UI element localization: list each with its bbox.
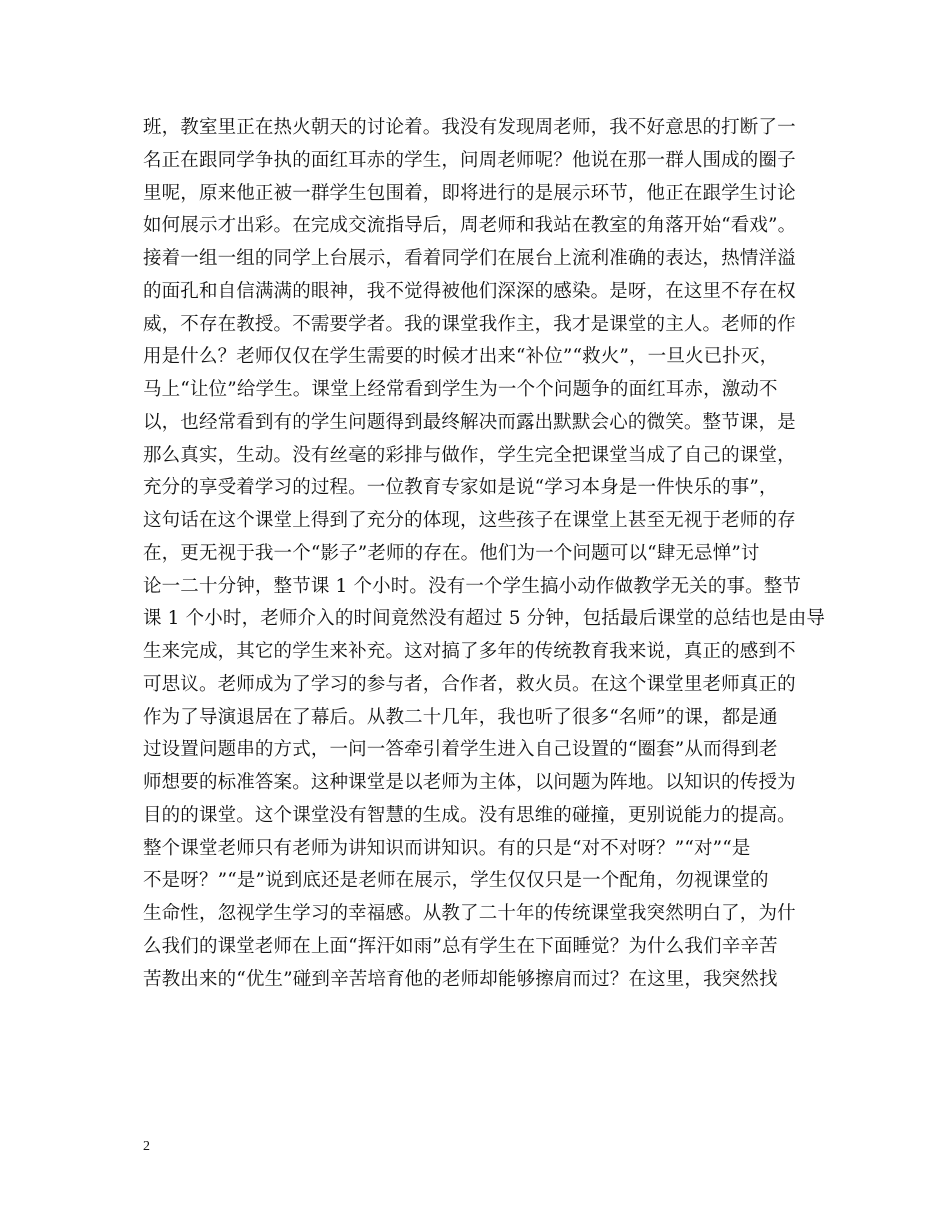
text-line: 不是呀？”“是”说到底还是老师在展示，学生仅仅只是一个配角，勿视课堂的 [143, 870, 769, 892]
text-line: 么我们的课堂老师在上面“挥汗如雨”总有学生在下面睡觉？为什么我们辛辛苦 [143, 935, 778, 957]
text-line: 过设置问题串的方式，一问一答牵引着学生进入自己设置的“圈套”从而得到老 [143, 739, 778, 761]
text-line: 课 1 个小时，老师介入的时间竟然没有超过 5 分钟，包括最后课堂的总结也是由导 [143, 608, 826, 630]
text-line: 目的的课堂。这个课堂没有智慧的生成。没有思维的碰撞，更别说能力的提高。 [143, 804, 796, 826]
body-text [143, 112, 833, 996]
text-line: 苦教出来的“优生”碰到辛苦培育他的老师却能够擦肩而过？在这里，我突然找 [143, 968, 778, 990]
text-line: 以，也经常看到有的学生问题得到最终解决而露出默默会心的微笑。整节课，是 [143, 411, 796, 433]
text-line: 里呢，原来他正被一群学生包围着，即将进行的是展示环节，他正在跟学生讨论 [143, 182, 796, 204]
text-line: 生来完成，其它的学生来补充。这对搞了多年的传统教育我来说，真正的感到不 [143, 641, 796, 662]
text-line: 可思议。老师成为了学习的参与者，合作者，救火员。在这个课堂里老师真正的 [143, 673, 796, 695]
text-line: 师想要的标准答案。这种课堂是以老师为主体，以问题为阵地。以知识的传授为 [143, 772, 796, 793]
text-line: 如何展示才出彩。在完成交流指导后，周老师和我站在教室的角落开始“看戏”。 [143, 215, 797, 237]
text-line: 那么真实，生动。没有丝毫的彩排与做作，学生完全把课堂当成了自己的课堂， [143, 444, 796, 466]
page-number: 2 [143, 1139, 150, 1154]
text-line: 接着一组一组的同学上台展示，看着同学们在展台上流利准确的表达，热情洋溢 [143, 248, 796, 269]
text-line: 马上“让位”给学生。课堂上经常看到学生为一个个问题争的面红耳赤，激动不 [143, 379, 778, 400]
text-line: 整个课堂老师只有老师为讲知识而讲知识。有的只是“对不对呀？”“对”“是 [143, 837, 751, 859]
text-line: 论一二十分钟，整节课 1 个小时。没有一个学生搞小动作做教学无关的事。整节 [143, 575, 802, 597]
text-line: 生命性，忽视学生学习的幸福感。从教了二十年的传统课堂我突然明白了，为什 [143, 903, 796, 924]
text-line: 作为了导演退居在了幕后。从教二十几年，我也听了很多“名师”的课，都是通 [143, 706, 778, 728]
text-line: 班，教室里正在热火朝天的讨论着。我没有发现周老师，我不好意思的打断了一 [143, 117, 796, 138]
text-line: 的面孔和自信满满的眼神，我不觉得被他们深深的感染。是呀，在这里不存在权 [143, 280, 796, 302]
text-line: 在，更无视于我一个“影子”老师的存在。他们为一个问题可以“肆无忌惮”讨 [143, 542, 760, 564]
text-line: 用是什么？老师仅仅在学生需要的时候才出来“补位”“救火”，一旦火已扑灭， [143, 346, 779, 368]
text-line: 这句话在这个课堂上得到了充分的体现，这些孩子在课堂上甚至无视于老师的存 [143, 510, 796, 531]
text-line: 威，不存在教授。不需要学者。我的课堂我作主，我才是课堂的主人。老师的作 [143, 313, 796, 335]
text-line: 充分的享受着学习的过程。一位教育专家如是说“学习本身是一件快乐的事”， [143, 477, 778, 499]
text-line: 名正在跟同学争执的面红耳赤的学生，问周老师呢？他说在那一群人围成的圈子 [143, 149, 796, 171]
